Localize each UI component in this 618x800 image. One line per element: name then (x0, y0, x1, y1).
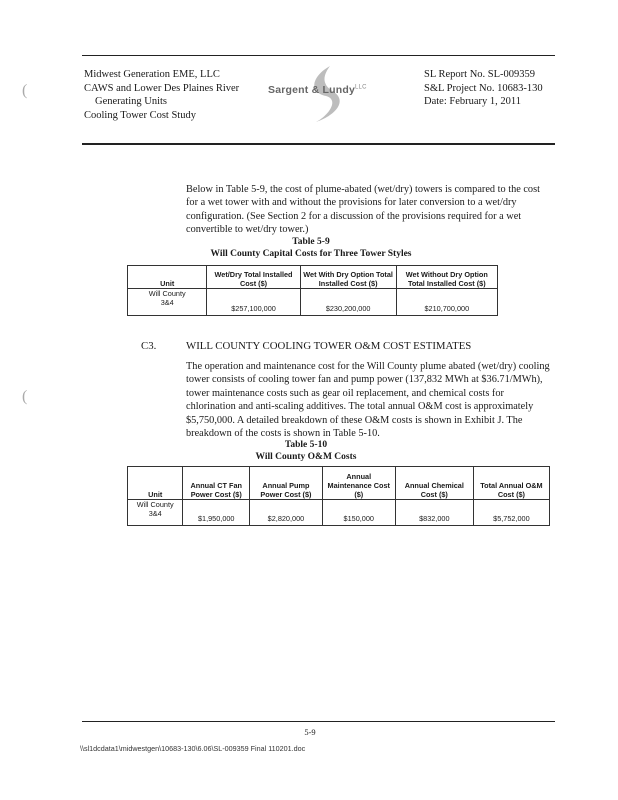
header-project: CAWS and Lower Des Plaines River (84, 82, 240, 94)
chemical-cost: $832,000 (395, 500, 473, 526)
col-header-chemical: Annual Chemical Cost ($) (395, 467, 473, 500)
table-row (128, 500, 550, 526)
table-row (128, 289, 498, 316)
table-5-9-title: Will County Capital Costs for Three Tower Styles (210, 249, 412, 259)
header-study: Cooling Tower Cost Study (84, 109, 196, 121)
col-header-unit: Unit (128, 266, 207, 289)
col-header-wet-with-dry: Wet With Dry Option Total Installed Cost ($) (300, 266, 396, 289)
table-header-row (128, 467, 550, 500)
pump-power-cost: $2,820,000 (250, 500, 323, 526)
wet-dry-cost: $257,100,000 (207, 289, 300, 316)
report-date: Date: February 1, 2011 (424, 96, 522, 107)
wet-without-dry-cost: $210,700,000 (396, 289, 497, 316)
col-header-unit: Unit (128, 467, 183, 500)
margin-scan-mark: ( (22, 388, 28, 405)
unit-cell (128, 500, 183, 526)
project-number: S&L Project No. 10683-130 (424, 82, 543, 94)
logo-text: Sargent & Lundy (268, 84, 356, 96)
col-header-pump-power: Annual Pump Power Cost ($) (250, 467, 323, 500)
table-header-row (128, 266, 498, 289)
section-title: WILL COUNTY COOLING TOWER O&M COST ESTIMATES (186, 340, 472, 352)
header-top-rule (82, 55, 555, 56)
col-header-wet-without-dry: Wet Without Dry Option Total Installed Cost ($) (396, 266, 497, 289)
header-units: Generating Units (95, 96, 168, 107)
header-right-block (424, 68, 594, 109)
unit-numbers: 3&4 (148, 509, 162, 518)
page-number: 5-9 (304, 727, 316, 737)
logo-suffix: LLC (355, 84, 367, 91)
fan-power-cost: $1,950,000 (183, 500, 250, 526)
table-5-9-caption (186, 236, 436, 260)
om-paragraph: The operation and maintenance cost for the Will County plume abated (wet/dry) cooling tower consists of cooling tower fan and pump power (137,832 MWh at $36.71/MWh), tower maintenance costs such as gear oil replacement, and chemical costs for chlorination and anti-scaling additives. The total annual O&M cost is approximately $5,750,000. A detailed breakdown of these O&M costs is shown in Exhibit J. The breakdown of the costs is shown in Table 5-10. (186, 361, 550, 440)
total-om-cost: $5,752,000 (473, 500, 549, 526)
footer-rule (82, 721, 555, 722)
intro-paragraph: Below in Table 5-9, the cost of plume-abated (wet/dry) towers is compared to the cost for a wet tower with and without the provisions for later conversion to a wet/dry configuration. (See Section 2 for a discussion of the provisions required for a wet convertible to wet/dry tower.) (186, 184, 540, 236)
sargent-lundy-logo (268, 62, 398, 124)
unit-numbers: 3&4 (160, 298, 174, 307)
maintenance-cost: $150,000 (322, 500, 395, 526)
om-costs-table (127, 466, 550, 526)
unit-name: Will County (136, 500, 174, 509)
capital-costs-table (127, 265, 498, 316)
header-company: Midwest Generation EME, LLC (84, 69, 220, 80)
unit-cell (128, 289, 207, 316)
section-heading (141, 340, 471, 352)
header-bottom-rule (82, 143, 555, 145)
report-number: SL Report No. SL-009359 (424, 69, 536, 80)
table-5-10-title: Will County O&M Costs (255, 452, 357, 462)
col-header-maintenance: Annual Maintenance Cost ($) (322, 467, 395, 500)
file-path: \\sl1dcdata1\midwestgen\10683-130\6.06\SL-009359 Final 110201.doc (80, 744, 306, 753)
col-header-wet-dry: Wet/Dry Total Installed Cost ($) (207, 266, 300, 289)
table-5-10-number: Table 5-10 (284, 440, 328, 450)
header-left-block (84, 68, 294, 122)
col-header-fan-power: Annual CT Fan Power Cost ($) (183, 467, 250, 500)
col-header-total-om: Total Annual O&M Cost ($) (473, 467, 549, 500)
wet-with-dry-cost: $230,200,000 (300, 289, 396, 316)
unit-name: Will County (148, 289, 186, 298)
table-5-9-number: Table 5-9 (292, 237, 330, 247)
margin-scan-mark: ( (22, 82, 28, 99)
table-5-10-caption (231, 439, 381, 463)
section-number: C3. (141, 340, 157, 352)
